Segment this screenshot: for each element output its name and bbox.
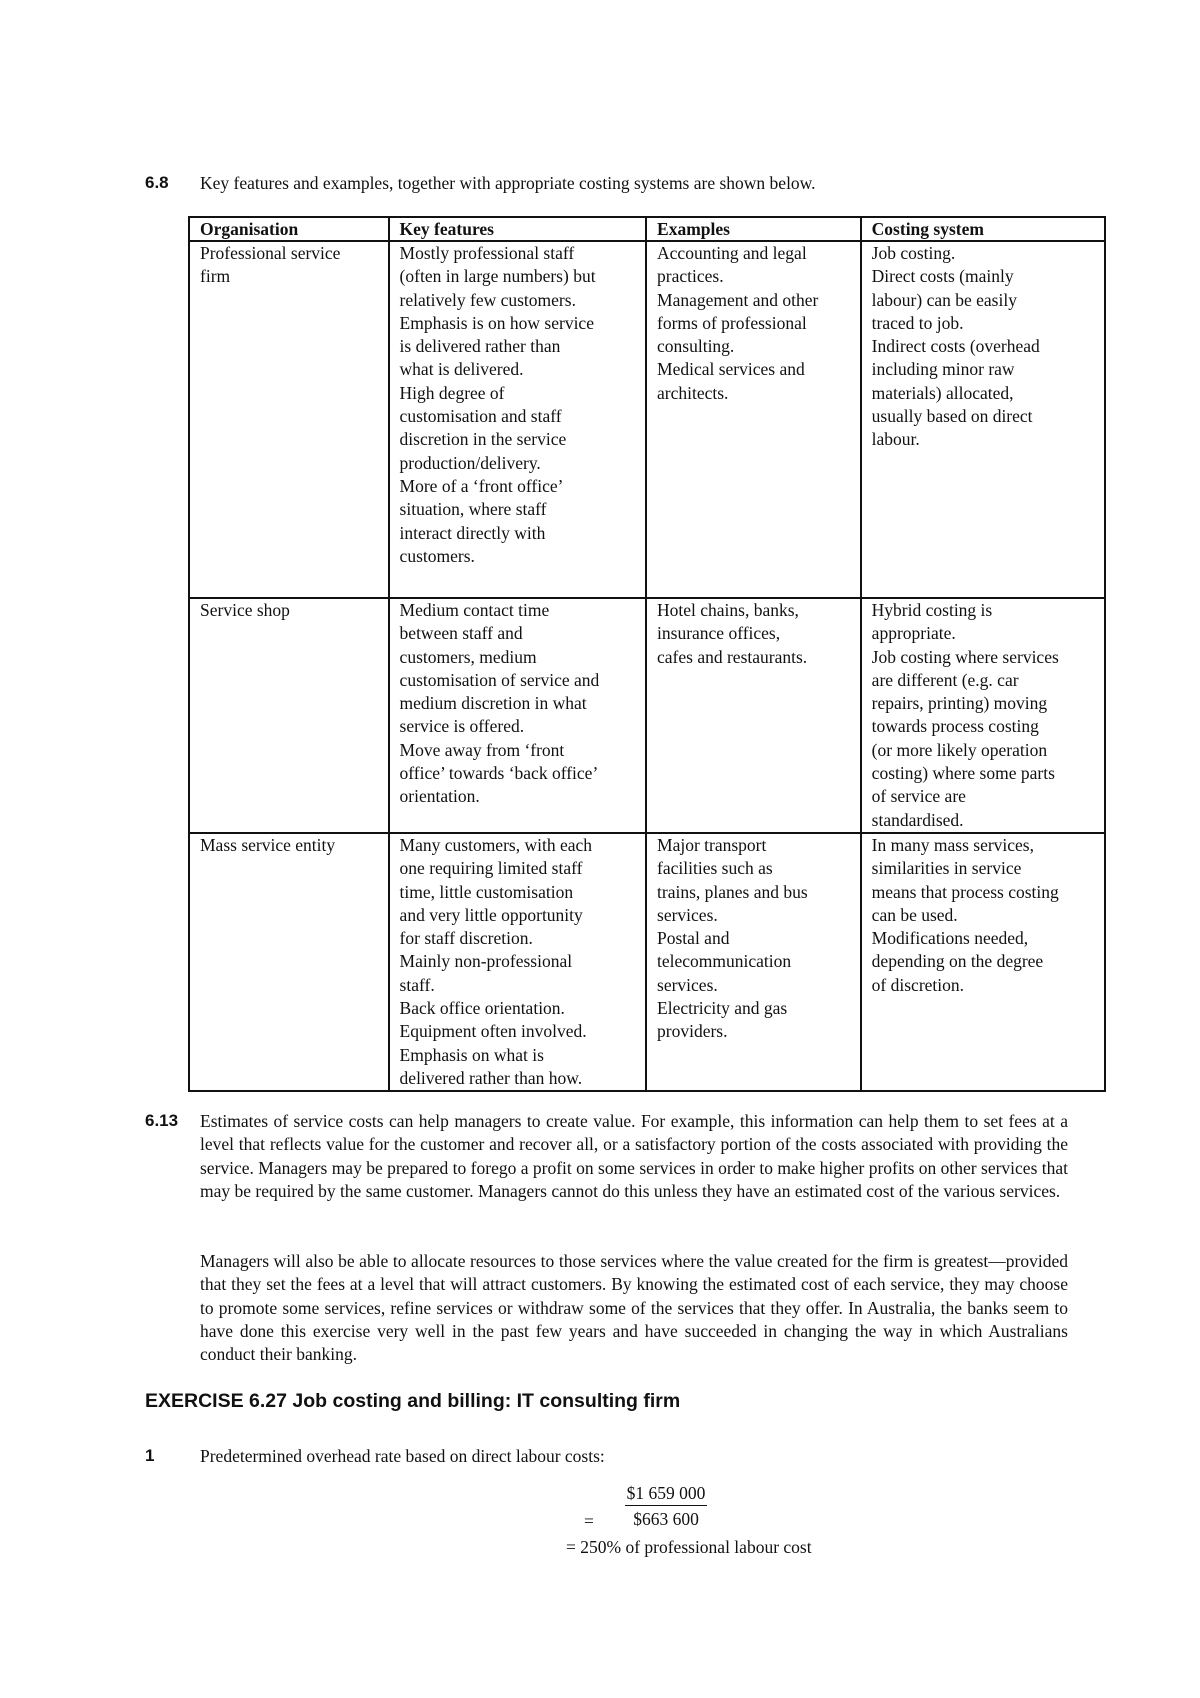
cell-line: Hotel chains, banks, bbox=[657, 600, 799, 620]
cell-organisation bbox=[189, 598, 389, 833]
cell-line: (often in large numbers) but bbox=[399, 266, 596, 287]
cell-line: and very little opportunity bbox=[399, 904, 583, 925]
cell-costing-system bbox=[861, 833, 1105, 1091]
cell-line: Equipment often involved. bbox=[399, 1021, 587, 1042]
exercise-item-number: 1 bbox=[145, 1446, 155, 1465]
cell-line: Mostly professional staff bbox=[399, 243, 575, 263]
cell-line: production/delivery. bbox=[399, 452, 541, 473]
cell-line: of discretion. bbox=[871, 974, 965, 995]
cell-line: Management and other bbox=[657, 289, 819, 310]
header-costing-system: Costing system bbox=[861, 217, 1105, 241]
cell-line: medium discretion in what bbox=[399, 693, 587, 714]
cell-line: practices. bbox=[657, 266, 724, 287]
cell-line: appropriate. bbox=[871, 623, 956, 644]
cell-line: similarities in service bbox=[871, 858, 1022, 879]
cell-line: cafes and restaurants. bbox=[657, 646, 808, 667]
cell-line: traced to job. bbox=[871, 312, 964, 333]
cell-line: Service shop bbox=[200, 600, 290, 620]
cell-line: trains, planes and bus bbox=[657, 881, 808, 902]
cell-line: repairs, printing) moving bbox=[871, 693, 1048, 714]
cell-line: Move away from ‘front bbox=[399, 739, 565, 760]
cell-line: firm bbox=[200, 266, 231, 287]
question-6-8-intro: Key features and examples, together with appropriate costing systems are shown below. bbox=[200, 173, 816, 193]
cell-key-features bbox=[389, 241, 646, 598]
fraction-numerator: $1 659 000 bbox=[625, 1482, 708, 1506]
cell-examples bbox=[646, 241, 861, 598]
overhead-rate-result: = 250% of professional labour cost bbox=[566, 1537, 812, 1557]
cell-line: of service are bbox=[871, 786, 966, 807]
question-number-6-13: 6.13 bbox=[145, 1111, 179, 1130]
cell-line: customers, medium bbox=[399, 646, 537, 667]
cell-line: In many mass services, bbox=[871, 835, 1034, 855]
cell-examples bbox=[646, 833, 861, 1091]
question-6-13-paragraph-1: Estimates of service costs can help managers to create value. For example, this information can help them to set fees at a level that reflects value for the customer and recover all, or a satisfactory portion of the costs associated with providing the service. Managers may be prepared to forego a profit on some services in order to make higher profits on other services that may be required by the same customer. Managers cannot do this unless they have an estimated cost of the various services. bbox=[200, 1111, 1068, 1201]
cell-organisation bbox=[189, 241, 389, 598]
cell-line: interact directly with bbox=[399, 522, 546, 543]
cell-line: Modifications needed, bbox=[871, 928, 1029, 949]
cell-examples bbox=[646, 598, 861, 833]
cell-line: consulting. bbox=[657, 336, 735, 357]
table-row bbox=[189, 833, 1105, 1091]
cell-line: materials) allocated, bbox=[871, 382, 1014, 403]
question-number-6-8: 6.8 bbox=[145, 173, 169, 192]
cell-line: services. bbox=[657, 904, 718, 925]
cell-line: telecommunication bbox=[657, 951, 792, 972]
cell-line: labour) can be easily bbox=[871, 289, 1017, 310]
cell-line: for staff discretion. bbox=[399, 928, 533, 949]
cell-line: between staff and bbox=[399, 623, 523, 644]
exercise-item-text: Predetermined overhead rate based on direct labour costs: bbox=[200, 1446, 605, 1466]
cell-line: Many customers, with each bbox=[399, 835, 592, 855]
cell-line: More of a ‘front office’ bbox=[399, 475, 564, 496]
cell-line: (or more likely operation bbox=[871, 739, 1048, 760]
exercise-heading: EXERCISE 6.27 Job costing and billing: IT consulting firm bbox=[145, 1390, 681, 1412]
cell-line: Direct costs (mainly bbox=[871, 266, 1014, 287]
cell-line: Postal and bbox=[657, 928, 730, 949]
table-row bbox=[189, 241, 1105, 598]
table-header-row bbox=[189, 217, 1105, 241]
cell-line: one requiring limited staff bbox=[399, 858, 583, 879]
cell-line: relatively few customers. bbox=[399, 289, 576, 310]
cell-line: what is delivered. bbox=[399, 359, 524, 380]
cell-line: providers. bbox=[657, 1021, 728, 1042]
cell-line: means that process costing bbox=[871, 881, 1059, 902]
cell-line: situation, where staff bbox=[399, 499, 547, 520]
cell-line: facilities such as bbox=[657, 858, 773, 879]
cell-line: usually based on direct bbox=[871, 406, 1033, 427]
cell-line: Emphasis on what is bbox=[399, 1044, 544, 1065]
cell-line: architects. bbox=[657, 382, 729, 403]
header-key-features: Key features bbox=[389, 217, 646, 241]
cell-line: Electricity and gas bbox=[657, 998, 788, 1019]
cell-costing-system bbox=[861, 598, 1105, 833]
cell-line: customers. bbox=[399, 545, 475, 566]
cell-line: Medium contact time bbox=[399, 600, 550, 620]
cell-line: customisation of service and bbox=[399, 669, 600, 690]
cell-line: Job costing where services bbox=[871, 646, 1059, 667]
equals-sign: = bbox=[584, 1511, 594, 1531]
cell-key-features bbox=[389, 833, 646, 1091]
cell-line: can be used. bbox=[871, 904, 958, 925]
cell-line: is delivered rather than bbox=[399, 336, 561, 357]
cell-line: depending on the degree bbox=[871, 951, 1044, 972]
cell-line: Major transport bbox=[657, 835, 767, 855]
cell-line: costing) where some parts bbox=[871, 763, 1055, 784]
cell-line: customisation and staff bbox=[399, 406, 562, 427]
fraction-denominator: $663 600 bbox=[633, 1509, 699, 1529]
cell-line: delivered rather than how. bbox=[399, 1067, 583, 1088]
cell-line: towards process costing bbox=[871, 716, 1039, 737]
cell-line: forms of professional bbox=[657, 312, 807, 333]
cell-line: including minor raw bbox=[871, 359, 1015, 380]
cell-organisation bbox=[189, 833, 389, 1091]
cell-line: orientation. bbox=[399, 786, 480, 807]
cell-line: Professional service bbox=[200, 243, 341, 263]
cell-line: Mass service entity bbox=[200, 835, 336, 855]
cell-line: Back office orientation. bbox=[399, 998, 565, 1019]
cell-line: Accounting and legal bbox=[657, 243, 807, 263]
question-6-13-paragraph-2: Managers will also be able to allocate resources to those services where the value created for the firm is greatest—provided that they set the fees at a level that will attract customers. By knowing the estimated cost of each service, they may choose to promote some services, refine services or withdraw some of the services that they offer. In Australia, the banks seem to have done this exercise very well in the past few years and have succeeded in changing the way in which Australians conduct their banking. bbox=[200, 1251, 1068, 1365]
cell-line: Medical services and bbox=[657, 359, 805, 380]
cell-line: time, little customisation bbox=[399, 881, 574, 902]
cell-line: Indirect costs (overhead bbox=[871, 336, 1040, 357]
cell-line: are different (e.g. car bbox=[871, 669, 1019, 690]
cell-line: services. bbox=[657, 974, 718, 995]
cell-line: standardised. bbox=[871, 809, 964, 830]
cell-line: Emphasis is on how service bbox=[399, 312, 594, 333]
overhead-fraction bbox=[612, 1482, 720, 1506]
cell-line: High degree of bbox=[399, 382, 505, 403]
header-examples: Examples bbox=[646, 217, 861, 241]
cell-line: service is offered. bbox=[399, 716, 525, 737]
cell-line: labour. bbox=[871, 429, 920, 450]
cell-line: insurance offices, bbox=[657, 623, 781, 644]
cell-line: discretion in the service bbox=[399, 429, 567, 450]
table-row bbox=[189, 598, 1105, 833]
cell-line: Job costing. bbox=[871, 243, 956, 263]
cell-line: Mainly non-professional bbox=[399, 951, 573, 972]
cell-line: office’ towards ‘back office’ bbox=[399, 763, 599, 784]
costing-systems-table bbox=[188, 216, 1106, 1092]
cell-line: staff. bbox=[399, 974, 435, 995]
cell-key-features bbox=[389, 598, 646, 833]
cell-costing-system bbox=[861, 241, 1105, 598]
header-organisation: Organisation bbox=[189, 217, 389, 241]
cell-line: Hybrid costing is bbox=[871, 600, 993, 620]
